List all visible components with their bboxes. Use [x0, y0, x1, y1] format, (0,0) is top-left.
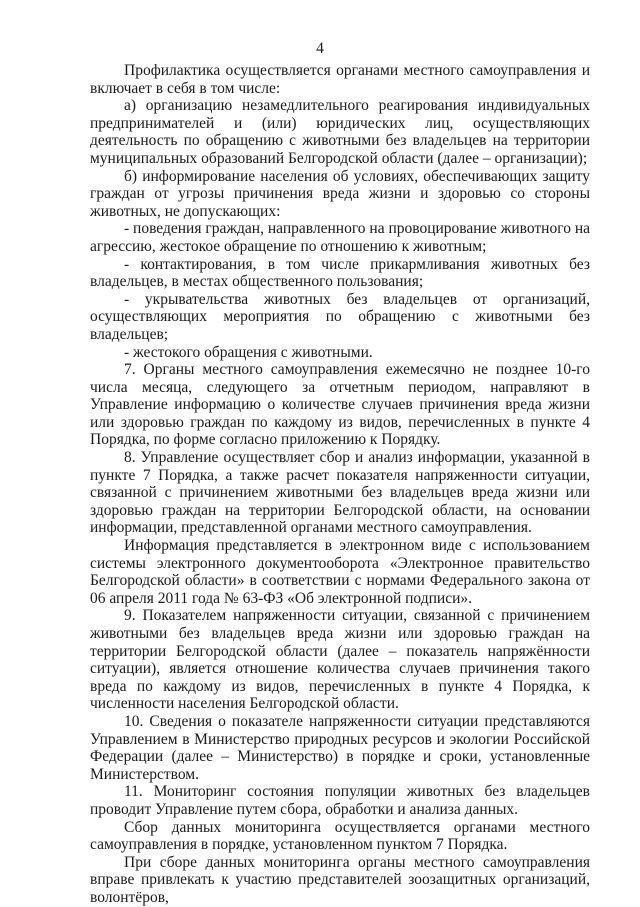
document-body: [90, 62, 590, 907]
paragraph-item-b: б) информирование населения об условиях, обеспечивающих защиту граждан от угрозы причинения вреда жизни и здоровью со стороны животных, не допускающих:: [90, 167, 590, 220]
paragraph-9: 9. Показателем напряженности ситуации, связанной с причинением животными без владельцев вреда жизни или здоровью граждан на территории Белгородской области (далее – показатель напряжённости ситуации), является отношение количества случаев причинения такого вреда по каждому из видов, перечисленных в пункте 4 Порядка, к численности населения Белгородской области.: [90, 607, 590, 713]
paragraph-11-collection: Сбор данных мониторинга осуществляется органами местного самоуправления в порядке, установленном пунктом 7 Порядка.: [90, 818, 590, 854]
paragraph-dash-contact: - контактирования, в том числе прикармливания животных без владельцев, в местах общественного пользования;: [90, 255, 590, 291]
paragraph-7: 7. Органы местного самоуправления ежемесячно не позднее 10-го числа месяца, следующего за отчетным периодом, направляют в Управление информацию о количестве случаев причинения вреда жизни или здоровью граждан по каждому из видов, перечисленных в пункте 4 Порядка, по форме согласно приложению к Порядку.: [90, 361, 590, 449]
paragraph-dash-behavior: - поведения граждан, направленного на провоцирование животного на агрессию, жестокое обращение по отношению к животным;: [90, 220, 590, 255]
paragraph-8: 8. Управление осуществляет сбор и анализ информации, указанной в пункте 7 Порядка, а также расчет показателя напряженности ситуации, связанной с причинением животными без владельцев вреда жизни или здоровью граждан на территории Белгородской области, на основании информации, представленной органами местного самоуправления.: [90, 449, 590, 537]
paragraph-11: 11. Мониторинг состояния популяции животных без владельцев проводит Управление путем сбора, обработки и анализа данных.: [90, 783, 590, 818]
page-number: 4: [316, 40, 324, 57]
paragraph-dash-harboring: - укрывательства животных без владельцев от организаций, осуществляющих мероприятия по обращению с животными без владельцев;: [90, 290, 590, 343]
paragraph-item-a: а) организацию незамедлительного реагирования индивидуальных предпринимателей и (или) юридических лиц, осуществляющих деятельность по обращению с животными без владельцев на территории муниципальных образований Белгородской области (далее – организации);: [90, 97, 590, 167]
paragraph-11-volunteers: При сборе данных мониторинга органы местного самоуправления вправе привлекать к участию представителей зоозащитных организаций, волонтёров,: [90, 853, 590, 906]
paragraph-10: 10. Сведения о показателе напряженности ситуации представляются Управлением в Министерство природных ресурсов и экологии Российской Федерации (далее – Министерство) в порядке и сроки, установленные Министерством.: [90, 712, 590, 783]
paragraph-dash-cruelty: - жестокого обращения с животными.: [124, 343, 373, 361]
paragraph-intro: Профилактика осуществляется органами местного самоуправления и включает в себя в том числе:: [90, 62, 590, 97]
paragraph-8-info: Информация представляется в электронном виде с использованием системы электронного документооборота «Электронное правительство Белгородской области» в соответствии с нормами Федерального закона от 06 апреля 2011 года № 63-ФЗ «Об электронной подписи».: [90, 537, 590, 607]
